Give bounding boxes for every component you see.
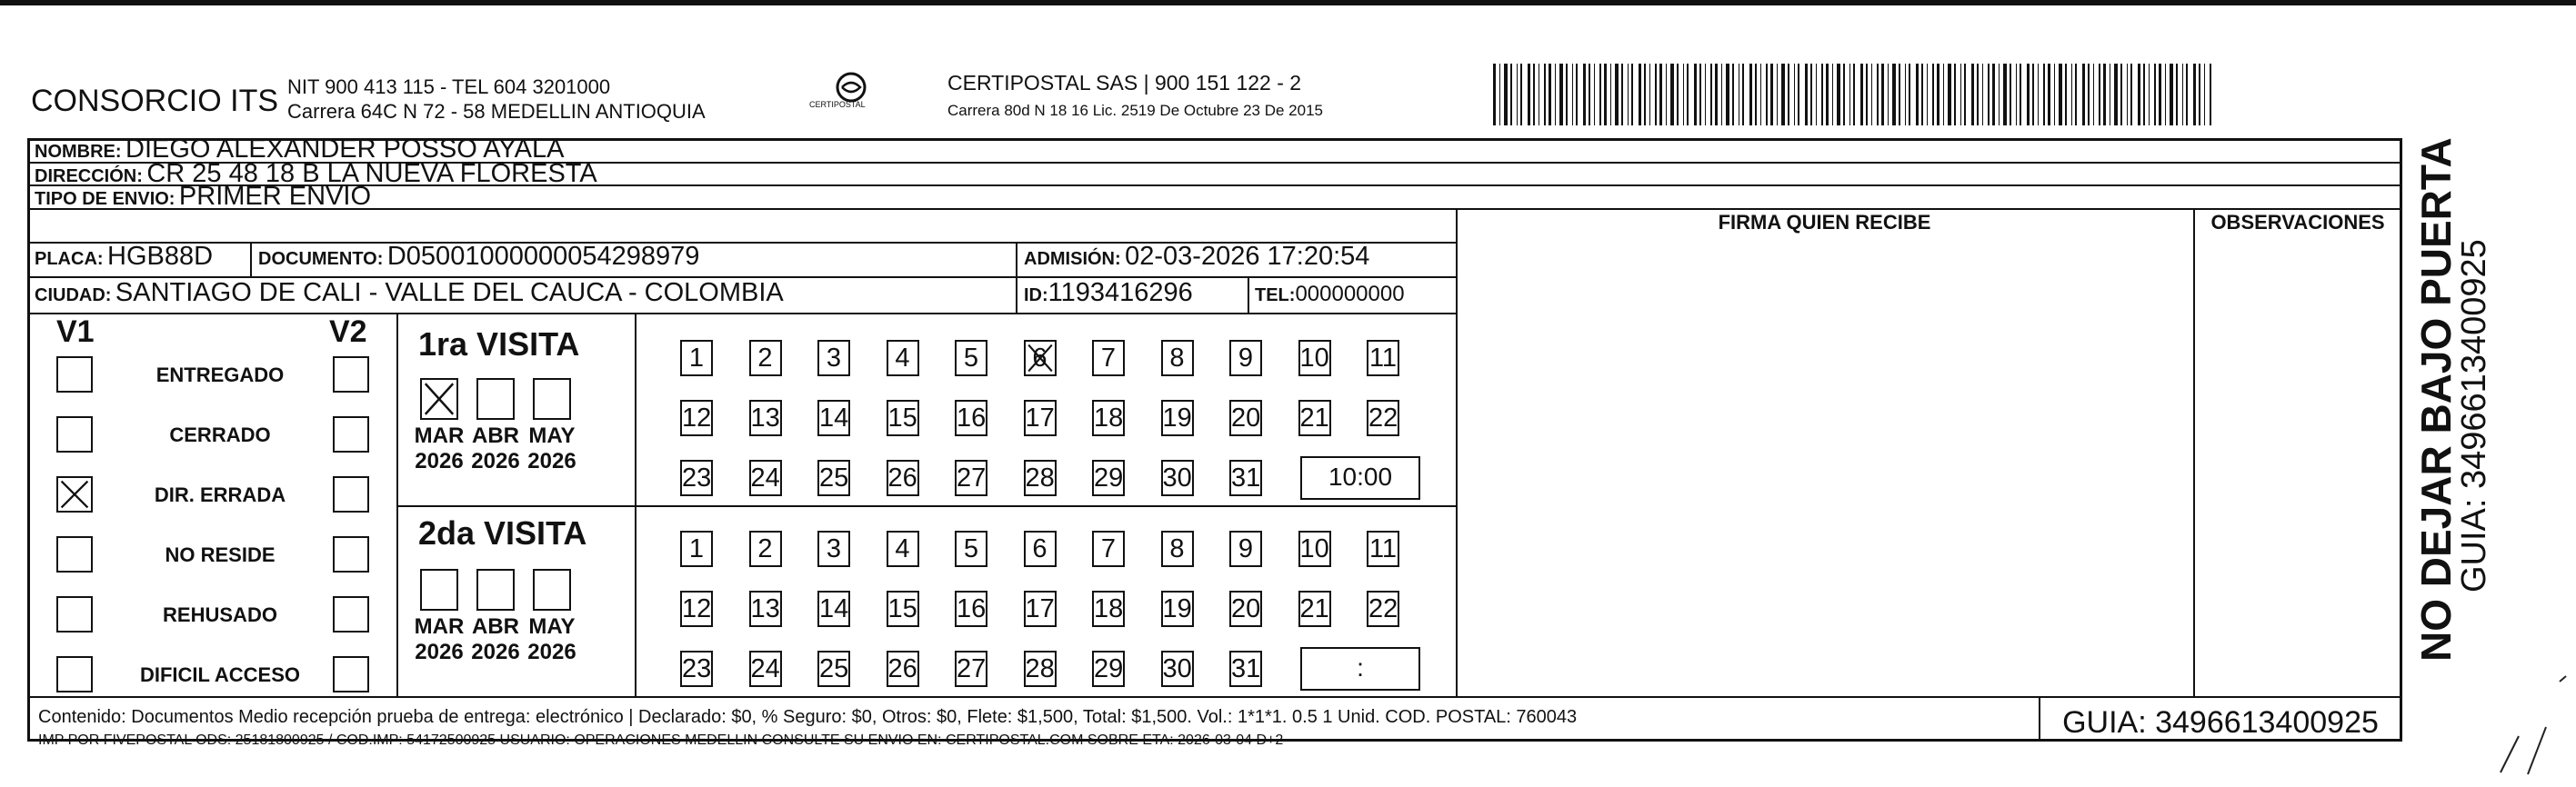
first-visit-day-box[interactable]: 10 [1298, 340, 1331, 376]
logo-caption: CERTIPOSTAL [809, 100, 866, 109]
second-visit-day-box[interactable]: 6 [1024, 531, 1057, 567]
company-name: CONSORCIO ITS [31, 84, 279, 118]
id-field: ID:1193416296 [1024, 278, 1193, 307]
barcode [1493, 64, 2219, 125]
first-visit-month-label: MAR 2026 [414, 423, 465, 473]
second-visit-day-box[interactable]: 16 [955, 591, 987, 627]
first-visit-day-box[interactable]: 7 [1092, 340, 1125, 376]
first-visit-day-box[interactable]: 12 [680, 400, 713, 436]
signature-column-header: FIRMA QUIEN RECIBE [1718, 211, 1931, 234]
second-visit-day-box[interactable]: 7 [1092, 531, 1125, 567]
second-visit-month-checkbox[interactable] [533, 569, 571, 611]
admission-datetime: 02-03-2026 17:20:54 [1125, 242, 1370, 271]
first-visit-day-box[interactable]: 30 [1161, 460, 1194, 496]
status-label: ENTREGADO [155, 364, 285, 386]
second-visit-day-box[interactable]: 10 [1298, 531, 1331, 567]
status-label: DIFICIL ACCESO [139, 663, 300, 686]
second-visit-day-box[interactable]: 19 [1161, 591, 1194, 627]
status-label: CERRADO [169, 423, 271, 446]
second-visit-day-box[interactable]: 28 [1024, 651, 1057, 687]
second-visit-day-box[interactable]: 9 [1229, 531, 1262, 567]
top-edge-bar [0, 0, 2576, 5]
first-visit-day-box[interactable]: 13 [749, 400, 782, 436]
second-visit-month-label: ABR 2026 [471, 614, 520, 664]
first-visit-day-box[interactable]: 23 [680, 460, 713, 496]
second-visit-day-box[interactable]: 2 [749, 531, 782, 567]
status-label: REHUSADO [163, 603, 277, 626]
first-visit-month-label: MAY 2026 [527, 423, 576, 473]
divider [1016, 242, 1017, 313]
first-visit-day-box[interactable]: 3 [817, 340, 850, 376]
second-visit-day-box[interactable]: 1 [680, 531, 713, 567]
second-visit-time-box[interactable]: : [1300, 647, 1420, 691]
shipment-type: PRIMER ENVIO [178, 182, 372, 211]
footer-print-info: IMP POR FIVEPOSTAL ODS: 25181800925 / COD.IMP: 54172500925 USUARIO: OPERACIONES MEDELLIN CONSULTE SU ENVIO EN: CERTIPOSTAL.COM SOBRE ETA: 2026-03-04 D+2 [38, 732, 1284, 748]
divider [2193, 208, 2195, 696]
first-visit-day-box[interactable]: 27 [955, 460, 987, 496]
carrier-name: CERTIPOSTAL SAS | 900 151 122 - 2 [947, 71, 1302, 95]
first-visit-day-box[interactable]: 26 [887, 460, 919, 496]
first-visit-day-box[interactable]: 29 [1092, 460, 1125, 496]
divider [396, 505, 1456, 507]
status-label: NO RESIDE [165, 543, 276, 566]
second-visit-title: 2da VISITA [418, 514, 587, 552]
side-tracking-number: GUIA: 3496613400925 [2455, 239, 2493, 593]
first-visit-day-box[interactable]: 8 [1161, 340, 1194, 376]
carrier-address: Carrera 80d N 18 16 Lic. 2519 De Octubre 23 De 2015 [947, 102, 1323, 119]
v2-checkbox[interactable] [333, 596, 369, 633]
second-visit-month-label: MAY 2026 [527, 614, 576, 664]
second-visit-day-box[interactable]: 29 [1092, 651, 1125, 687]
second-visit-day-box[interactable]: 22 [1367, 591, 1399, 627]
document-field: DOCUMENTO: D05001000000054298979 [258, 242, 700, 271]
divider [396, 313, 398, 696]
second-visit-day-box[interactable]: 12 [680, 591, 713, 627]
first-visit-day-box[interactable]: 24 [749, 460, 782, 496]
second-visit-day-box[interactable]: 26 [887, 651, 919, 687]
recipient-address: CR 25 48 18 B LA NUEVA FLORESTA [146, 159, 597, 188]
second-visit-day-box[interactable]: 3 [817, 531, 850, 567]
plate-field: PLACA: HGB88D [35, 242, 214, 271]
footer-content: Contenido: Documentos Medio recepción prueba de entrega: electrónico | Declarado: $0, % Seguro: $0, Otros: $0, Flete: $1,500, Total: $1,500. Vol.: 1*1*1. 0.5 1 Unid. COD. POSTAL: 760043 [38, 707, 1578, 727]
first-visit-day-box[interactable]: 1 [680, 340, 713, 376]
second-visit-month-checkbox[interactable] [420, 569, 458, 611]
second-visit-day-box[interactable]: 15 [887, 591, 919, 627]
first-visit-day-box[interactable]: 6 [1024, 340, 1057, 376]
first-visit-day-box[interactable]: 18 [1092, 400, 1125, 436]
first-visit-month-checkbox[interactable] [420, 378, 458, 420]
status-label: DIR. ERRADA [154, 483, 286, 506]
observations-column-header: OBSERVACIONES [2210, 211, 2385, 234]
city-field: CIUDAD: SANTIAGO DE CALI - VALLE DEL CAUCA - COLOMBIA [35, 278, 784, 307]
city: SANTIAGO DE CALI - VALLE DEL CAUCA - COLOMBIA [115, 278, 784, 307]
shipment-type-field: TIPO DE ENVIO: PRIMER ENVIO [35, 182, 372, 211]
second-visit-day-box[interactable]: 27 [955, 651, 987, 687]
address-field: DIRECCIÓN: CR 25 48 18 B LA NUEVA FLORESTA [35, 159, 597, 188]
first-visit-day-box[interactable]: 14 [817, 400, 850, 436]
company-info [287, 75, 706, 124]
v2-header: V2 [329, 314, 367, 349]
second-visit-day-box[interactable]: 23 [680, 651, 713, 687]
tel-field: TEL:000000000 [1255, 282, 1405, 306]
divider [27, 696, 2402, 698]
second-visit-day-box[interactable]: 11 [1367, 531, 1399, 567]
first-visit-day-box[interactable]: 5 [955, 340, 987, 376]
v2-checkbox[interactable] [333, 656, 369, 692]
document-number: D05001000000054298979 [386, 242, 700, 271]
plate: HGB88D [107, 242, 214, 271]
first-visit-day-box[interactable]: 20 [1229, 400, 1262, 436]
company-nit: NIT 900 413 115 - TEL 604 3201000 [287, 75, 611, 98]
first-visit-day-box[interactable]: 17 [1024, 400, 1057, 436]
second-visit-day-box[interactable]: 24 [749, 651, 782, 687]
second-visit-day-box[interactable]: 14 [817, 591, 850, 627]
first-visit-day-box[interactable]: 19 [1161, 400, 1194, 436]
divider [27, 208, 2402, 210]
second-visit-day-box[interactable]: 18 [1092, 591, 1125, 627]
divider [27, 313, 1456, 314]
divider [635, 313, 636, 696]
first-visit-day-box[interactable]: 21 [1298, 400, 1331, 436]
admission-field: ADMISIÓN: 02-03-2026 17:20:54 [1024, 242, 1370, 271]
first-visit-title: 1ra VISITA [418, 325, 580, 363]
second-visit-day-box[interactable]: 8 [1161, 531, 1194, 567]
first-visit-time-box[interactable]: 10:00 [1300, 456, 1420, 500]
side-notice: NO DEJAR BAJO PUERTA [2412, 137, 2460, 662]
v2-checkbox[interactable] [333, 416, 369, 453]
second-visit-day-box[interactable]: 17 [1024, 591, 1057, 627]
divider [1456, 208, 1458, 696]
pen-mark [2491, 672, 2573, 782]
second-visit-day-box[interactable]: 5 [955, 531, 987, 567]
second-visit-day-box[interactable]: 25 [817, 651, 850, 687]
first-visit-day-box[interactable]: 9 [1229, 340, 1262, 376]
first-visit-month-checkbox[interactable] [476, 378, 515, 420]
second-visit-day-box[interactable]: 21 [1298, 591, 1331, 627]
first-visit-day-box[interactable]: 22 [1367, 400, 1399, 436]
first-visit-day-box[interactable]: 4 [887, 340, 919, 376]
second-visit-day-box[interactable]: 30 [1161, 651, 1194, 687]
v2-checkbox[interactable] [333, 356, 369, 393]
recipient-name: DIEGO ALEXANDER POSSO AYALA [125, 134, 565, 164]
second-visit-month-checkbox[interactable] [476, 569, 515, 611]
first-visit-month-checkbox[interactable] [533, 378, 571, 420]
tracking-number: GUIA: 3496613400925 [2062, 705, 2379, 740]
second-visit-day-box[interactable]: 31 [1229, 651, 1262, 687]
second-visit-day-box[interactable]: 4 [887, 531, 919, 567]
v2-checkbox[interactable] [333, 536, 369, 573]
second-visit-month-label: MAR 2026 [414, 614, 465, 664]
divider [250, 242, 252, 276]
first-visit-day-box[interactable]: 28 [1024, 460, 1057, 496]
v1-header: V1 [56, 314, 95, 349]
first-visit-day-box[interactable]: 25 [817, 460, 850, 496]
first-visit-day-box[interactable]: 15 [887, 400, 919, 436]
first-visit-day-box[interactable]: 2 [749, 340, 782, 376]
company-address: Carrera 64C N 72 - 58 MEDELLIN ANTIOQUIA [287, 100, 706, 123]
tel-number: 000000000 [1295, 282, 1405, 306]
second-visit-day-box[interactable]: 13 [749, 591, 782, 627]
first-visit-day-box[interactable]: 11 [1367, 340, 1399, 376]
divider [1248, 276, 1249, 313]
second-visit-day-box[interactable]: 20 [1229, 591, 1262, 627]
first-visit-day-box[interactable]: 31 [1229, 460, 1262, 496]
first-visit-month-label: ABR 2026 [471, 423, 520, 473]
id-number: 1193416296 [1047, 278, 1193, 307]
recipient-name-field: NOMBRE: DIEGO ALEXANDER POSSO AYALA [35, 134, 565, 164]
first-visit-day-box[interactable]: 16 [955, 400, 987, 436]
certipostal-logo [826, 69, 877, 116]
v2-checkbox[interactable] [333, 476, 369, 513]
